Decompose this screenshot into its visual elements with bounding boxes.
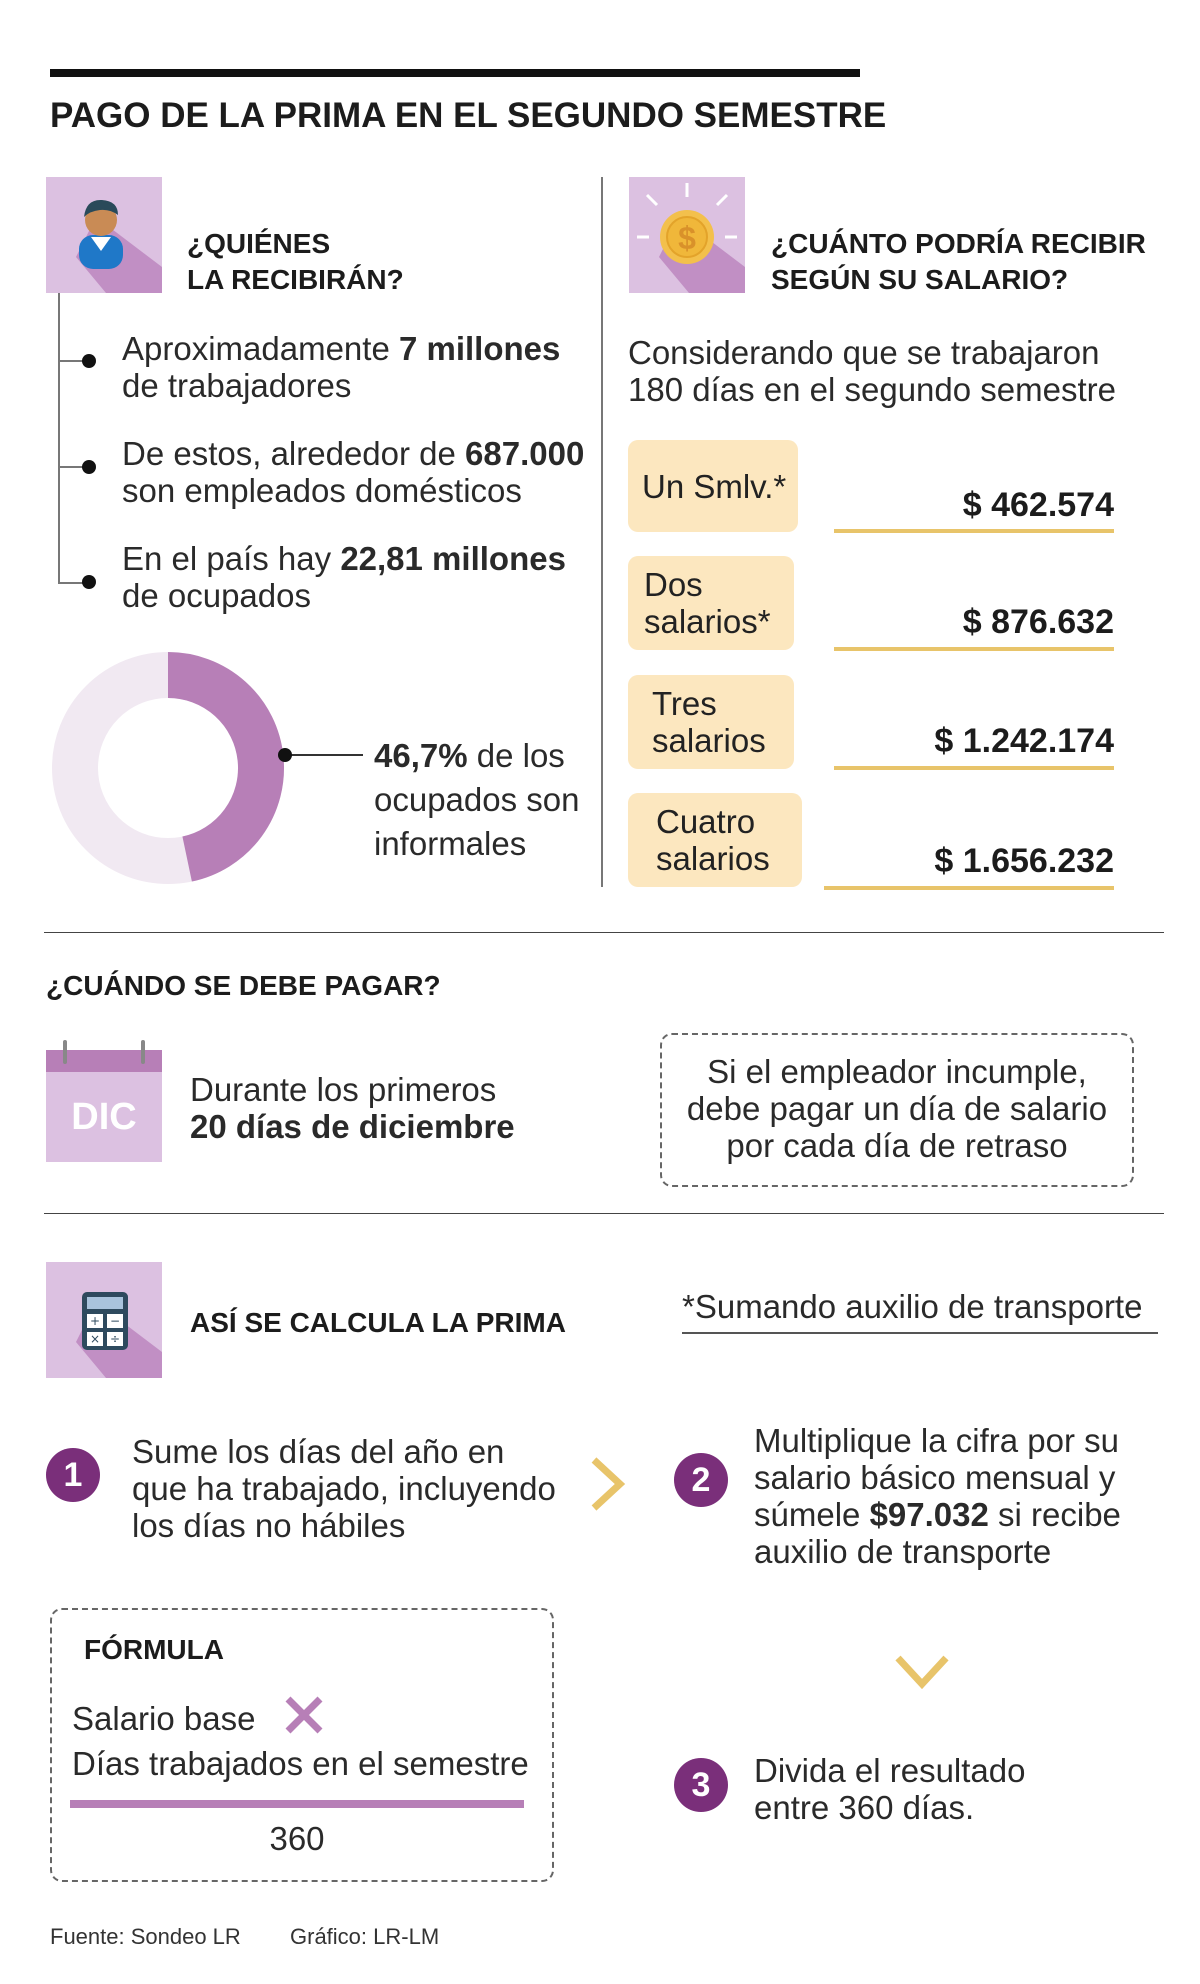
section-divider	[44, 1213, 1164, 1214]
cuanto-heading: ¿CUÁNTO PODRÍA RECIBIR SEGÚN SU SALARIO?	[771, 228, 1146, 295]
salary-pill: Dos salarios*	[628, 556, 794, 650]
step-number-3: 3	[674, 1758, 728, 1812]
footnote: *Sumando auxilio de transporte	[682, 1288, 1143, 1325]
cuanto-intro: Considerando que se trabajaron 180 días en el segundo semestre	[628, 334, 1116, 408]
amount-underline	[824, 886, 1114, 890]
amount-underline	[834, 529, 1114, 533]
chevron-right-icon	[588, 1454, 628, 1514]
salary-pill: Un Smlv.*	[628, 440, 798, 532]
informality-donut-chart	[48, 648, 288, 888]
salary-pill: Cuatro salarios	[628, 793, 802, 887]
svg-text:÷: ÷	[109, 1332, 121, 1346]
quienes-item: Aproximadamente 7 millones de trabajadores	[122, 330, 561, 404]
step-1-text: Sume los días del año en que ha trabajado, incluyendo los días no hábiles	[132, 1433, 556, 1544]
calendar-icon	[46, 1040, 162, 1170]
calculo-heading: ASÍ SE CALCULA LA PRIMA	[190, 1307, 566, 1338]
bullet-dot	[82, 460, 96, 474]
salary-amount: $ 876.632	[962, 603, 1114, 641]
quienes-heading: ¿QUIÉNES LA RECIBIRÁN?	[187, 228, 404, 295]
step-2-text: Multiplique la cifra por su salario básico mensual y súmele $97.032 si recibe auxilio de transporte	[754, 1422, 1121, 1570]
salary-pill: Tres salarios	[628, 675, 794, 769]
bullet-dot	[82, 575, 96, 589]
donut-arc-informal	[168, 675, 261, 859]
bullet-dot	[82, 354, 96, 368]
amount-underline	[834, 766, 1114, 770]
section-divider	[44, 932, 1164, 933]
column-divider	[601, 177, 603, 887]
bracket-vertical	[58, 293, 60, 583]
page-title: PAGO DE LA PRIMA EN EL SEGUNDO SEMESTRE	[50, 96, 887, 135]
coin-icon	[629, 177, 745, 293]
footer-graphic: Gráfico: LR-LM	[290, 1924, 440, 1949]
quienes-item: De estos, alrededor de 687.000 son empleados domésticos	[122, 435, 585, 509]
salary-amount: $ 1.656.232	[934, 842, 1114, 880]
amount-underline	[834, 647, 1114, 651]
step-number-2: 2	[674, 1453, 728, 1507]
calculator-icon-box	[46, 1262, 162, 1378]
formula-title: FÓRMULA	[84, 1634, 224, 1665]
salary-amount: $ 462.574	[962, 486, 1114, 524]
cuando-heading: ¿CUÁNDO SE DEBE PAGAR?	[46, 970, 441, 1001]
worker-icon	[46, 177, 162, 293]
title-bar	[50, 69, 860, 77]
formula-denominator: 360	[269, 1820, 325, 1857]
worker-icon-box	[46, 177, 162, 293]
footer-source: Fuente: Sondeo LR	[50, 1924, 241, 1949]
svg-text:−: −	[109, 1314, 121, 1328]
formula-numerator: Salario base Días trabajados en el semestre	[72, 1700, 529, 1782]
donut-label: 46,7% de los ocupados son informales	[374, 737, 580, 862]
svg-text:$: $	[678, 220, 696, 256]
donut-leader-dot	[278, 748, 292, 762]
step-number-1: 1	[46, 1448, 100, 1502]
chevron-down-icon	[892, 1652, 952, 1692]
multiply-icon	[283, 1694, 325, 1736]
quienes-item: En el país hay 22,81 millones de ocupados	[122, 540, 566, 614]
cuando-text: Durante los primeros 20 días de diciembre	[190, 1071, 515, 1145]
calendar-label: DIC	[71, 1096, 137, 1138]
calculator-icon	[46, 1262, 162, 1378]
fraction-bar	[70, 1800, 524, 1808]
coin-icon-box	[629, 177, 745, 293]
penalty-note: Si el empleador incumple, debe pagar un día de salario por cada día de retraso	[660, 1033, 1134, 1187]
footnote-underline	[682, 1332, 1158, 1334]
svg-text:+: +	[89, 1314, 101, 1328]
svg-text:×: ×	[89, 1332, 101, 1346]
donut-leader-line	[285, 754, 363, 756]
step-3-text: Divida el resultado entre 360 días.	[754, 1752, 1026, 1826]
salary-amount: $ 1.242.174	[934, 722, 1114, 760]
